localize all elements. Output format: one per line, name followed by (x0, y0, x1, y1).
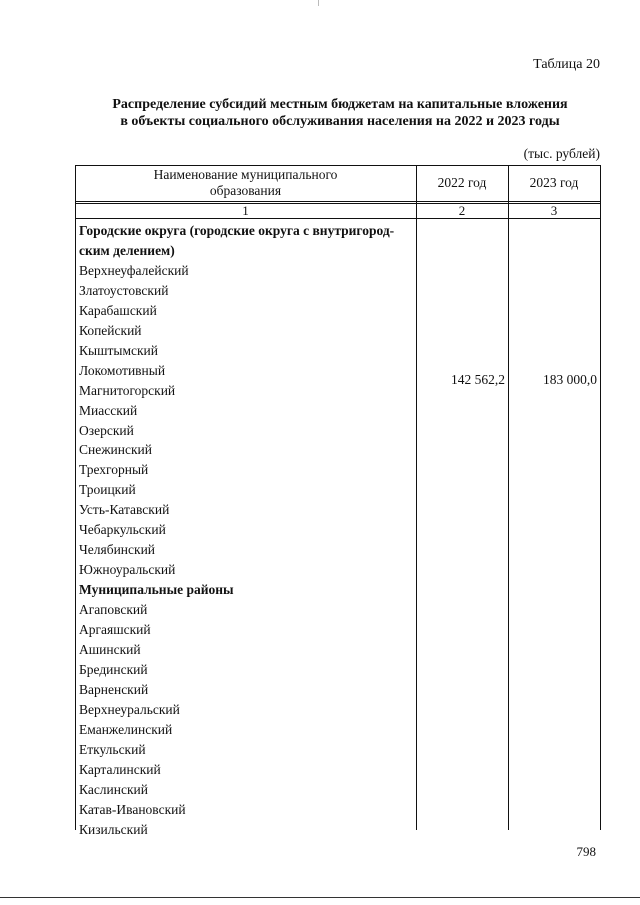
municipality-row: Челябинский (79, 542, 156, 558)
header-name-line-2: образования (209, 183, 282, 198)
section-heading: ским делением) (79, 242, 175, 258)
page-bottom-edge (0, 897, 640, 898)
municipality-row: Верхнеуфалейский (79, 262, 189, 278)
municipality-row: Троицкий (79, 482, 136, 498)
magnitogorsk-2023-value: 183 000,0 (543, 372, 597, 387)
municipality-row: Карталинский (79, 761, 161, 777)
column-number-1: 1 (242, 203, 249, 218)
header-name-line-1: Наименование муниципального (153, 167, 338, 182)
municipality-row: Озерский (79, 422, 134, 438)
section-heading: Городские округа (городские округа с внутригород- (79, 223, 395, 238)
municipality-row: Еткульский (79, 741, 146, 757)
page-number: 798 (576, 844, 596, 859)
column-number-2: 2 (458, 203, 466, 218)
document-title (80, 96, 600, 130)
municipality-row: Кыштымский (79, 342, 158, 358)
subsidy-table (75, 165, 601, 837)
municipality-row: Карабашский (79, 302, 157, 318)
municipality-row: Копейский (79, 322, 142, 338)
header-2023: 2023 год (529, 175, 579, 190)
municipality-row: Южноуральский (79, 562, 176, 578)
municipality-row: Агаповский (79, 602, 148, 618)
municipality-row: Брединский (79, 661, 148, 677)
municipality-row: Миасский (79, 402, 138, 418)
table-border-left (75, 165, 76, 830)
magnitogorsk-2022-value: 142 562,2 (451, 372, 505, 387)
municipality-row: Кизильский (79, 821, 148, 837)
table-border-right (600, 165, 601, 830)
municipality-row: Локомотивный (79, 362, 166, 378)
title-line-2: в объекты социального обслуживания населения на 2022 и 2023 годы (120, 114, 560, 129)
title-line-1: Распределение субсидий местным бюджетам на капитальные вложения (112, 97, 568, 112)
column-number-3: 3 (550, 203, 558, 218)
municipality-row: Еманжелинский (79, 721, 173, 737)
units-label: (тыс. рублей) (523, 146, 600, 161)
section-heading: Муниципальные районы (79, 582, 234, 598)
municipality-row: Катав-Ивановский (79, 801, 186, 817)
municipality-row: Магнитогорский (79, 382, 176, 398)
scan-mark (318, 0, 319, 6)
header-2022: 2022 год (437, 175, 487, 190)
header-divider (75, 201, 601, 202)
municipality-row: Златоустовский (79, 282, 169, 298)
municipality-row: Снежинский (79, 442, 152, 458)
municipality-row: Ашинский (79, 641, 141, 657)
municipality-row: Каслинский (79, 781, 148, 797)
municipality-row: Усть-Катавский (79, 502, 170, 518)
municipality-row: Трехгорный (79, 462, 149, 478)
table-divider-col1 (416, 165, 417, 830)
table-divider-col2 (508, 165, 509, 830)
municipality-row: Варненский (79, 681, 149, 697)
table-label: Таблица 20 (533, 57, 600, 72)
municipality-row: Верхнеуральский (79, 701, 180, 717)
municipality-row: Чебаркульский (79, 522, 166, 538)
municipality-row: Аргаяшский (79, 622, 151, 637)
header-name-column (75, 165, 416, 201)
